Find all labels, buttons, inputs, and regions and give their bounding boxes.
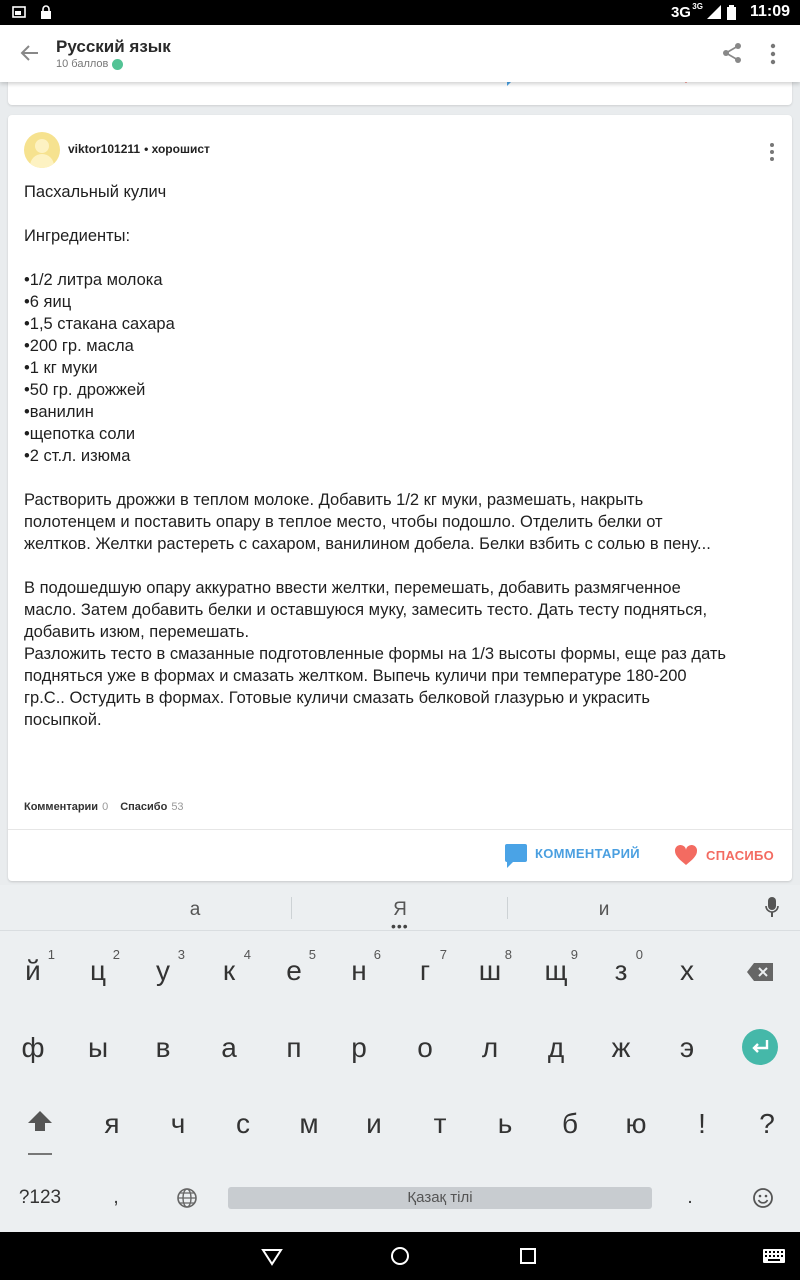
key[interactable]: д [547, 1032, 565, 1063]
back-arrow-icon[interactable] [18, 41, 42, 65]
answer-line: посыпкой. [24, 711, 102, 729]
key[interactable]: х [680, 955, 694, 986]
on-screen-keyboard [0, 885, 800, 1232]
key[interactable]: ? [759, 1108, 775, 1139]
answer-line: желтков. Желтки растереть с сахаром, ванилином добела. Белки взбить с солью в пену... [24, 535, 711, 553]
suggestion-3[interactable]: и [598, 899, 610, 920]
backspace-icon[interactable] [747, 963, 773, 981]
comment-button[interactable]: КОММЕНТАРИЙ [505, 844, 640, 862]
answer-line: •6 яиц [24, 293, 72, 311]
key[interactable]: п [286, 1032, 302, 1063]
author-line [68, 142, 210, 156]
nav-back-icon[interactable] [261, 1248, 283, 1266]
key[interactable]: у 3 [156, 947, 185, 986]
author-rank: • хорошист [144, 142, 210, 156]
answer-line: подняться уже в формах и смазать желтком. Выпечь куличи при температуре 180-200 [24, 667, 687, 685]
answer-line: Разложить тесто в смазанные подготовленные формы на 1/3 высоты формы, еще раз дать [24, 645, 727, 663]
symbols-key[interactable]: ?123 [18, 1187, 62, 1208]
key[interactable]: ! [698, 1108, 706, 1139]
answer-line: Растворить дрожжи в теплом молоке. Добавить 1/2 кг муки, размешать, накрыть [24, 491, 644, 509]
microphone-icon[interactable] [765, 897, 779, 919]
points-label: 10 баллов [56, 58, 123, 70]
share-icon[interactable] [720, 41, 744, 65]
key[interactable]: е 5 [286, 947, 316, 986]
key[interactable]: б [561, 1108, 579, 1139]
divider [8, 829, 792, 830]
key[interactable]: ь [497, 1108, 513, 1139]
globe-icon[interactable] [176, 1187, 198, 1209]
answer-line: добавить изюм, перемешать. [24, 623, 250, 641]
key[interactable]: с [236, 1108, 250, 1139]
key[interactable]: щ 9 [544, 947, 578, 986]
key[interactable]: к 4 [222, 947, 251, 986]
screenshot-icon [12, 6, 26, 18]
answer-line [24, 247, 784, 269]
key[interactable]: ф [21, 1032, 45, 1063]
answer-line [24, 203, 784, 225]
key[interactable]: т [433, 1108, 447, 1139]
key[interactable]: а [221, 1032, 237, 1063]
keyboard-switch-icon[interactable] [763, 1249, 785, 1263]
battery-icon [727, 5, 736, 20]
more-options-icon[interactable] [770, 43, 776, 65]
answer-line [24, 467, 784, 489]
answer-line: •1 кг муки [24, 359, 98, 377]
enter-key[interactable] [742, 1029, 778, 1065]
key[interactable]: ц 2 [89, 947, 120, 986]
answer-line: Пасхальный кулич [24, 183, 167, 201]
suggestion-1[interactable]: а [189, 899, 201, 920]
status-bar [0, 0, 800, 25]
answer-line: •1/2 литра молока [24, 271, 163, 289]
heart-icon [674, 844, 698, 866]
clock: 11:09 [749, 3, 790, 20]
answer-line: •2 ст.л. изюма [24, 447, 131, 465]
key[interactable]: я [104, 1108, 120, 1139]
key[interactable]: л [481, 1032, 499, 1063]
network-indicator: 3G 3G [670, 1, 703, 21]
author-name[interactable]: viktor101211 [68, 142, 141, 156]
thanks-button[interactable]: СПАСИБО [674, 844, 774, 866]
app-bar [0, 25, 800, 82]
answer-line: •200 гр. масла [24, 337, 134, 355]
space-key[interactable]: Қазақ тілі [228, 1187, 652, 1209]
suggestion-2[interactable]: Я [393, 899, 407, 920]
answer-line: •50 гр. дрожжей [24, 381, 146, 399]
nav-recents-icon[interactable] [519, 1247, 537, 1265]
emoji-icon[interactable] [752, 1187, 774, 1209]
period-key[interactable]: . [687, 1187, 693, 1208]
comments-stat[interactable]: Комментарии 0 [24, 801, 109, 813]
comma-key[interactable]: , [113, 1187, 119, 1208]
navigation-bar [0, 1232, 800, 1280]
key[interactable]: г 7 [419, 947, 447, 986]
answer-text [24, 181, 784, 731]
answer-stats [24, 801, 184, 813]
lock-icon [40, 5, 52, 19]
shift-icon[interactable] [26, 1109, 54, 1157]
answer-line: •ванилин [24, 403, 94, 421]
answer-card [8, 115, 792, 881]
nav-home-icon[interactable] [390, 1246, 410, 1266]
answer-more-icon[interactable] [769, 142, 775, 162]
answer-line: •1,5 стакана сахара [24, 315, 175, 333]
answer-line: В подошедшую опару аккуратно ввести желтки, перемешать, добавить размягченное [24, 579, 681, 597]
signal-icon [707, 5, 721, 19]
key[interactable]: ю [625, 1108, 647, 1139]
answer-line: Ингредиенты: [24, 227, 131, 245]
key[interactable]: э [679, 1032, 695, 1063]
answer-line: масло. Затем добавить белки и оставшуюся муку, замесить тесто. Дать тесту подняться, [24, 601, 708, 619]
key[interactable]: р [351, 1032, 367, 1063]
comment-bubble-icon [505, 844, 527, 862]
key[interactable]: и [366, 1108, 382, 1139]
suggestion-strip [0, 885, 800, 934]
answer-line [24, 555, 784, 577]
page-title: Русский язык [56, 37, 171, 56]
key[interactable]: ч [170, 1108, 186, 1139]
key[interactable]: ш 8 [478, 947, 512, 986]
answer-line: гр.С.. Остудить в формах. Готовые куличи смазать белковой глазурью и украсить [24, 689, 650, 707]
answer-line: полотенцем и поставить опару в теплое место, чтобы подошло. Отделить белки от [24, 513, 663, 531]
key[interactable]: о [417, 1032, 433, 1063]
enter-arrow-icon [742, 1029, 778, 1065]
thanks-stat[interactable]: Спасибо 53 [120, 801, 184, 813]
key[interactable]: ж [611, 1032, 631, 1063]
answer-line: •щепотка соли [24, 425, 136, 443]
key[interactable]: з 0 [614, 947, 643, 986]
avatar[interactable] [24, 132, 60, 168]
key[interactable]: й 1 [25, 947, 55, 986]
verified-check-icon [112, 59, 123, 70]
key[interactable]: м [299, 1108, 319, 1139]
key[interactable]: в [155, 1032, 171, 1063]
more-suggestions-dots[interactable]: ••• [391, 918, 409, 934]
key[interactable]: н 6 [351, 947, 381, 986]
key[interactable]: ы [87, 1032, 109, 1063]
